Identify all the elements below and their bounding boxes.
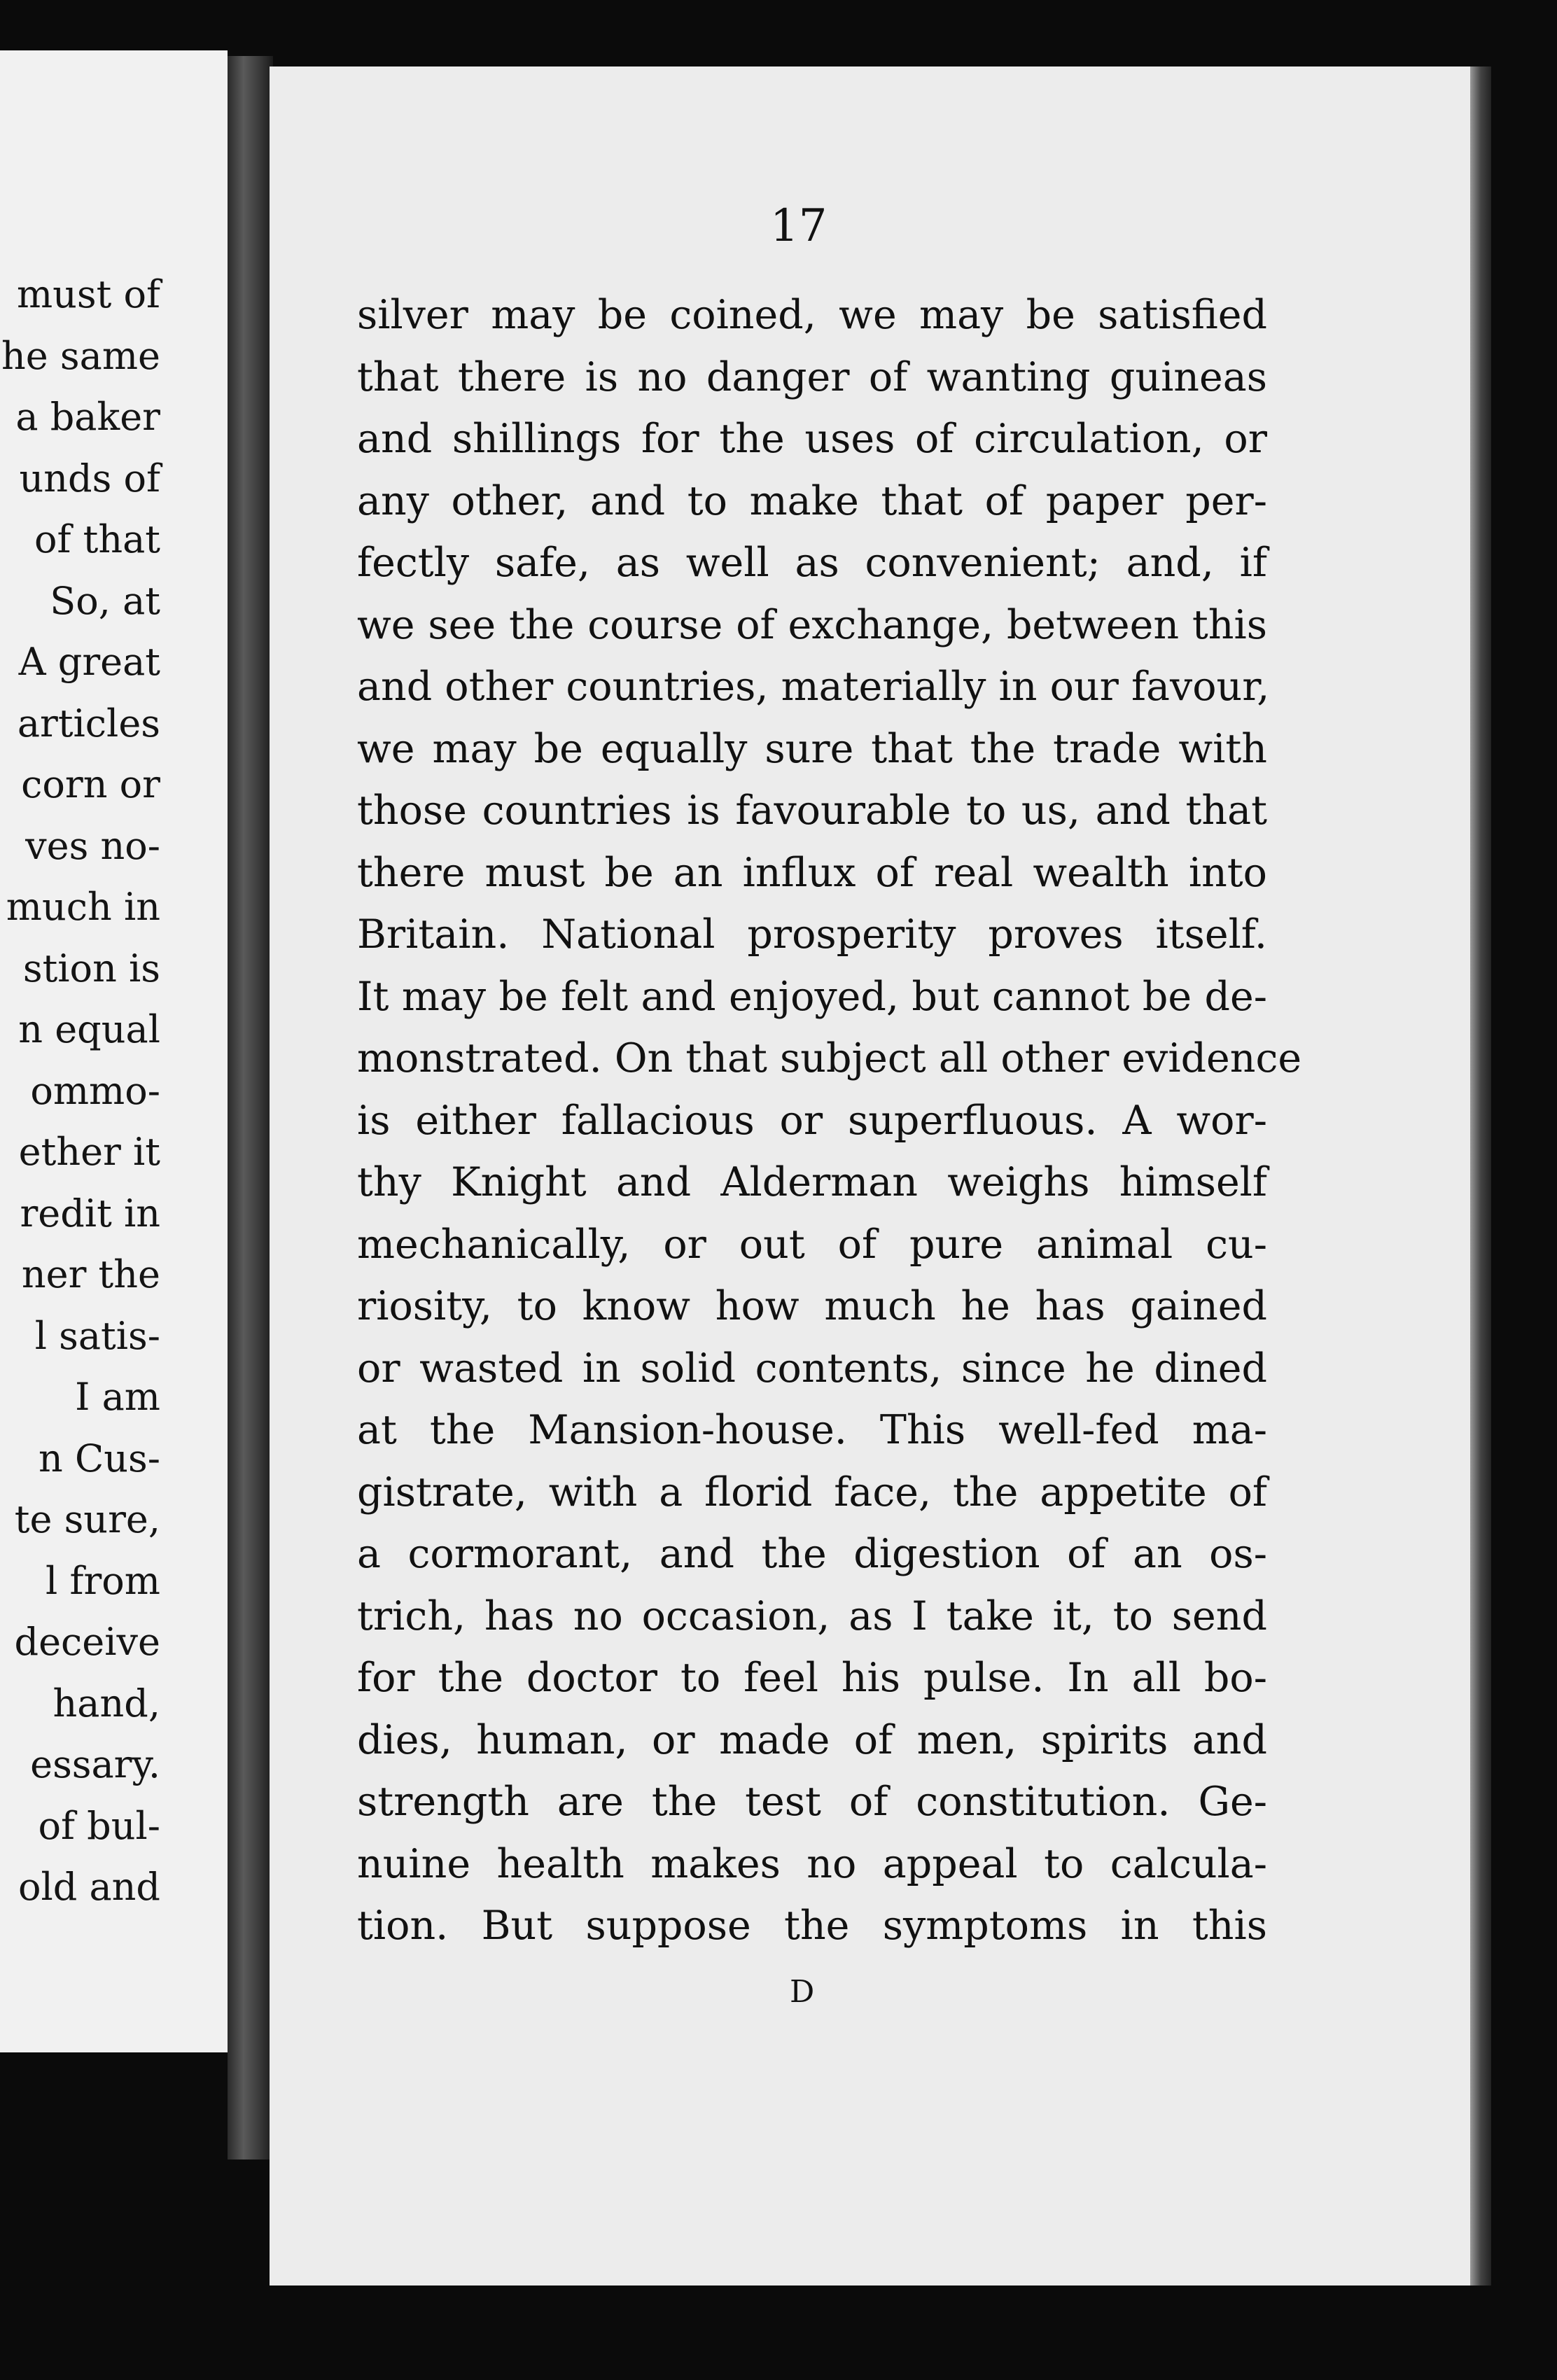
text-line: we may be equally sure that the trade with: [357, 725, 1267, 772]
text-line: strength are the test of constitution. Ge-: [357, 1779, 1267, 1825]
left-page-line: must of: [16, 272, 160, 316]
left-page-line: deceive: [14, 1620, 160, 1664]
left-page-line: l from: [46, 1558, 160, 1603]
text-line: nuine health makes no appeal to calcula-: [357, 1840, 1267, 1887]
left-page-line: ommo-: [30, 1068, 160, 1113]
left-page-line: l satis-: [34, 1313, 160, 1358]
left-page-line: hand,: [53, 1681, 160, 1726]
text-line: we see the course of exchange, between this: [357, 601, 1267, 648]
text-line: for the doctor to feel his pulse. In all bo-: [357, 1655, 1267, 1701]
text-line: It may be felt and enjoyed, but cannot be de-: [357, 973, 1267, 1020]
text-line: there must be an influx of real wealth into: [357, 849, 1267, 896]
left-page-line: n equal: [18, 1007, 160, 1051]
left-page-line: ner the: [21, 1252, 160, 1296]
text-line: any other, and to make that of paper per-: [357, 477, 1267, 524]
text-line: mechanically, or out of pure animal cu-: [357, 1221, 1267, 1268]
signature-mark: D: [790, 1974, 815, 2010]
left-page-line: he same: [1, 333, 160, 378]
text-line: is either fallacious or superfluous. A wor-: [357, 1097, 1267, 1144]
left-page-line: redit in: [20, 1191, 160, 1236]
left-page-line: ves no-: [25, 823, 160, 868]
text-line: those countries is favourable to us, and that: [357, 788, 1267, 834]
left-page-line: of bul-: [38, 1803, 160, 1848]
text-line: tion. But suppose the symptoms in this: [357, 1903, 1267, 1949]
text-line: riosity, to know how much he has gained: [357, 1283, 1267, 1329]
left-page-line: old and: [18, 1865, 160, 1909]
text-line: dies, human, or made of men, spirits and: [357, 1716, 1267, 1763]
left-page-line: n Cus-: [39, 1436, 160, 1480]
text-line: silver may be coined, we may be satisfied: [357, 292, 1267, 338]
text-line: monstrated. On that subject all other evidence: [357, 1035, 1302, 1082]
text-line: thy Knight and Alderman weighs himself: [357, 1159, 1267, 1205]
left-page-line: much in: [6, 885, 160, 929]
right-page-text: [357, 284, 1302, 1957]
text-line: and shillings for the uses of circulation, or: [357, 416, 1267, 462]
text-line: gistrate, with a florid face, the appetite of: [357, 1469, 1267, 1516]
book-gutter: [228, 56, 273, 2160]
text-line: that there is no danger of wanting guineas: [357, 354, 1267, 400]
left-page-line: A great: [18, 640, 160, 684]
text-line: Britain. National prosperity proves itself.: [357, 911, 1267, 958]
left-page-line: stion is: [22, 946, 160, 990]
left-page: [0, 50, 228, 2052]
left-page-line: So, at: [50, 578, 160, 623]
left-page-text: [0, 264, 160, 1918]
left-page-line: ether it: [18, 1130, 160, 1174]
text-line: at the Mansion-house. This well-fed ma-: [357, 1407, 1267, 1453]
left-page-line: essary.: [30, 1742, 160, 1786]
text-line: a cormorant, and the digestion of an os-: [357, 1531, 1267, 1577]
left-page-line: corn or: [21, 762, 160, 806]
left-page-line: a baker: [15, 395, 160, 439]
page-edge: [1470, 66, 1491, 2286]
left-page-line: of that: [34, 517, 160, 561]
left-page-line: I am: [75, 1375, 160, 1419]
left-page-line: te sure,: [14, 1497, 160, 1541]
text-line: trich, has no occasion, as I take it, to send: [357, 1592, 1267, 1639]
text-line: fectly safe, as well as convenient; and, if: [357, 540, 1267, 586]
text-line: or wasted in solid contents, since he dined: [357, 1345, 1267, 1392]
left-page-line: articles: [17, 701, 160, 746]
text-line: and other countries, materially in our favour,: [357, 664, 1270, 710]
left-page-line: unds of: [19, 456, 160, 500]
page-number: 17: [770, 200, 828, 252]
